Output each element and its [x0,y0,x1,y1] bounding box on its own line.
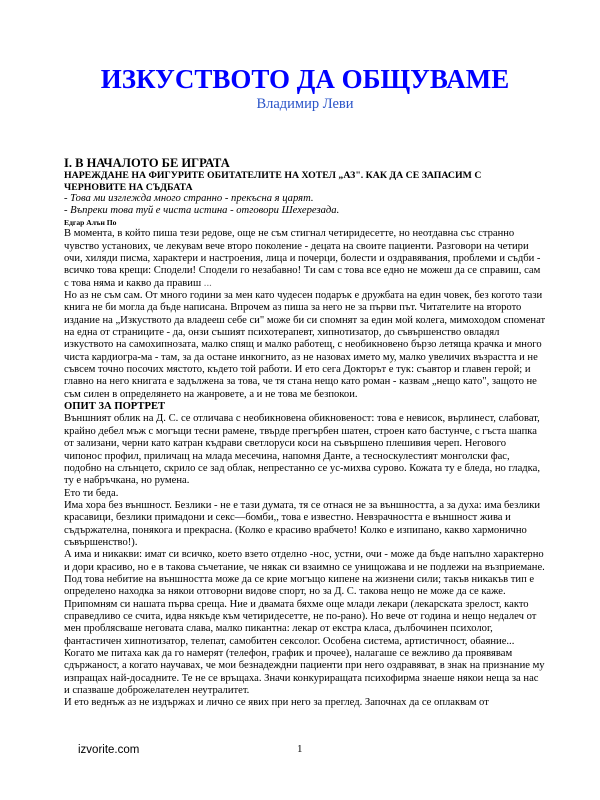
epigraph-author: Едгар Алън По [64,217,117,227]
paragraph-1-ellipsis: ... [201,277,212,289]
epigraph-line-2: - Въпреки това туй е чиста истина - отговори Шехерезада. [64,205,340,217]
chapter-heading: I. В НАЧАЛОТО БЕ ИГРАТА [64,156,230,170]
paragraph-7: Припомням си нашата първа среща. Ние и двамата бяхме още млади лекари (лекарската зрелост, както справедливо се счита, идва някъде към четиридесетте, не по-рано). Но вече от година и нещо недалеч от мен проблясваше неговата слава, малко пикантна: лекар от екстра класа, дълбочинен психолог, фантастичен хипнотизатор, телепат, самобитен сексолог. Особена система, артистичност, обаяние... Когато ме питаха как да го намерят (телефон, график и прочее), налагаше се вежливо да проявявам сдържаност, а когато научавах, че мои безнадеждни пациенти при него оздравяват, в знак на признание му изпращах най-досадните. Те не се връщаха. Значи конкуриращата психофирма знаеше някои неща за нас и спазваше доброжелателен неутралитет. [64,598,545,697]
paragraph-3: Външният облик на Д. С. се отличава с необикновена обикновеност: това е невисок, върлинест, слабоват, крайно дебел мъж с могъщи тесни рамене, твърде прегърбен шатен, строен като бастунче, с гъста шапка от зализани, черни като катран къдрави светлоруси коси на съвършено плешивия череп. Негового чипонос профил, приличащ на млада месечина, напомня Данте, а тесноскулестият монголски фас, подобно на слънцето, скрило се зад облак, непрестанно се ус-михва сурово. Кожата ту е бледа, но гладка, ту е набръчкана, но румена. [64,413,541,487]
epigraph-line-1: - Това ми изглежда много странно - прекъсна я царят. [64,193,314,204]
document-title: ИЗКУСТВОТО ДА ОБЩУВАМЕ [100,64,510,94]
document-page [64,64,546,710]
document-author: Владимир Леви [256,96,354,112]
chapter-subheading: НАРЕЖДАНЕ НА ФИГУРИТЕ ОБИТАТЕЛИТЕ НА ХОТЕЛ „АЗ". КАК ДА СЕ ЗАПАСИМ С ЧЕРНОВИТЕ НА СЪДБАТА [64,170,482,193]
paragraph-2: Но аз не съм сам. От много години за мен като чудесен подарък е дружбата на един човек, без когото тази книга не би могла да бъде написана. Впрочем аз пиша за него не за първи път. Читателите на второто издание на „Изкуството да владееш себе си" може би си спомнят за един мой колега, мимоходом споменат на една от страниците - да, онзи съшият психотерапевт, хипнотизатор, до съвършенство овладял изкуството на самохипнозата, малко спящ и малко работещ, с необикновено бързо летяща крачка и много чиста кардиогра-ма - там, за да остане инкогнито, аз не назовах името му, малко увеличих възрастта и не съвсем точно посочих мястото, където той работи. И ето сега Докторът е тук: съавтор и главен герой; и главно на него книгата е задължена за това, че тя стана нещо като роман - казвам „нещо като", защото не съм силен в определянето на жанровете, а и не това ме безпокои. [64,290,546,400]
paragraph-8: И ето веднъж аз не издържах и лично се явих при него за преглед. Започнах да се оплаквам от [64,697,489,709]
footer-site-name: izvorite.com [78,744,140,756]
paragraph-1-text: В момента, в който пиша тези редове, още не съм стигнал четиридесетте, но неотдавна със странно чувство установих, че лекувам вече второ поколение - децата на своите пациенти. Разговори на четири очи, хиляди писма, характери и настроения, лица и почерци, болести и оздравявания, проблеми и съдби - всичко това крещи: Сподели! Сподели го незабавно! Ти сам с това все едно не можеш да се справиш, сам с това няма и какво да правиш [64,228,541,289]
paragraph-1 [64,228,546,290]
paragraph-4: Ето ти беда. [64,487,119,499]
page-number: 1 [297,743,303,755]
section-heading: ОПИТ ЗА ПОРТРЕТ [64,401,166,413]
paragraph-5: Има хора без външност. Безлики - не е тази думата, тя се отнася не за външността, а за духа: има безлики красавици, безлики примадони и секс—бомби,, това е известно. Невзрачността е външност жива и съдържателна, понякога и прекрасна. (Колко е красиво врабчето! Колко е изпипано, какво хармонично съвършенство!). [64,499,541,548]
paragraph-6: А има и никакви: имат си всичко, което взето отделно -нос, устни, очи - може да бъде напълно характерно и дори красиво, но е в такова съчетание, че някак си взаимно се унищожава и не подлежи на възприемане. Под това небитие на външността може да се крие могъщо кипене на жизнени сили; такъв никакъв тип е определено находка за някои отговорни видове спорт, но за Д. С. такова нещо не може да се каже. [64,549,545,598]
